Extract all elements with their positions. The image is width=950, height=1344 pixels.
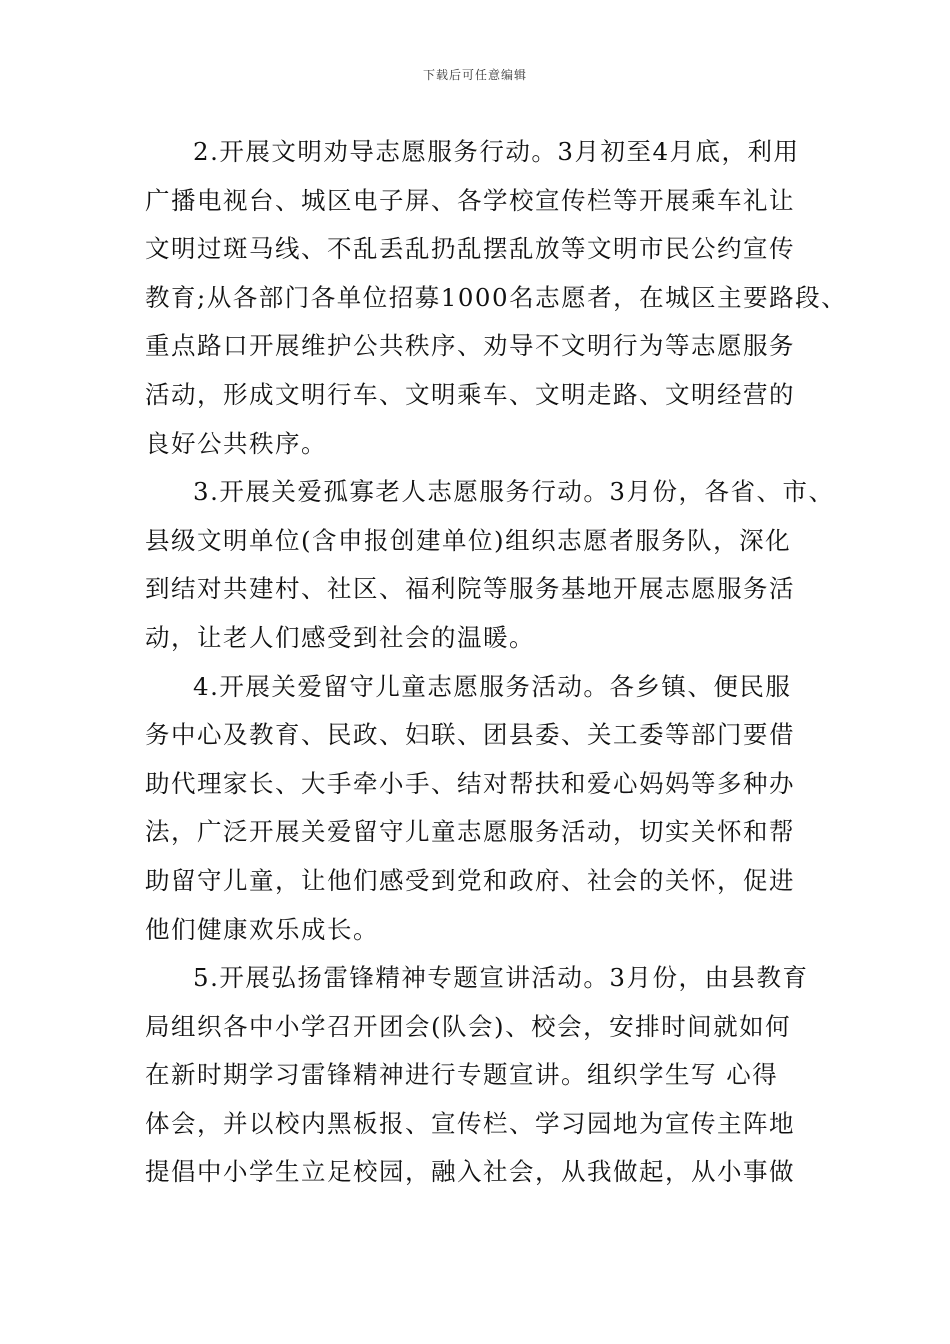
text-line: 到结对共建村、社区、福利院等服务基地开展志愿服务活 [145,574,795,604]
body-text [145,128,848,1197]
text-line: 文明过斑马线、不乱丢乱扔乱摆乱放等文明市民公约宣传 [145,234,795,264]
text-line: 5.开展弘扬雷锋精神专题宣讲活动。3月份，由县教育 [193,963,809,993]
text-line: 务中心及教育、民政、妇联、团县委、关工委等部门要借 [145,720,795,750]
paragraph-2 [145,128,848,468]
text-line: 县级文明单位(含申报创建单位)组织志愿者服务队，深化 [145,525,792,555]
paragraph-4 [145,663,825,955]
text-line: 3.开展关爱孤寡老人志愿服务行动。3月份，各省、市、 [193,477,835,507]
text-line: 2.开展文明劝导志愿服务行动。3月初至4月底，利用 [193,137,800,166]
text-line: 重点路口开展维护公共秩序、劝导不文明行为等志愿服务 [145,331,795,361]
text-line: 在新时期学习雷锋精神进行专题宣讲。组织学生写 心得 [145,1060,779,1090]
text-line: 活动，形成文明行车、文明乘车、文明走路、文明经营的 [145,379,795,409]
text-line: 他们健康欢乐成长。 [145,914,379,944]
text-line: 助代理家长、大手牵小手、结对帮扶和爱心妈妈等多种办 [145,768,795,798]
header-note: 下载后可任意编辑 [422,68,527,82]
text-line: 局组织各中小学召开团会(队会)、校会，安排时间就如何 [145,1011,792,1041]
text-line: 4.开展关爱留守儿童志愿服务活动。各乡镇、便民服 [193,671,792,701]
text-line: 体会，并以校内黑板报、宣传栏、学习园地为宣传主阵地 [145,1108,795,1138]
paragraph-3 [145,468,835,662]
text-line: 提倡中小学生立足校园，融入社会，从我做起，从小事做 [145,1157,795,1187]
text-line: 教育;从各部门各单位招募1000名志愿者，在城区主要路段、 [145,282,848,312]
text-line: 动，让老人们感受到社会的温暖。 [145,622,535,652]
text-line: 助留守儿童，让他们感受到党和政府、社会的关怀，促进 [145,865,795,895]
text-line: 法，广泛开展关爱留守儿童志愿服务活动，切实关怀和帮 [145,817,795,847]
text-line: 良好公共秩序。 [145,428,327,458]
paragraph-5 [145,954,825,1197]
text-line: 广播电视台、城区电子屏、各学校宣传栏等开展乘车礼让 [145,185,795,215]
